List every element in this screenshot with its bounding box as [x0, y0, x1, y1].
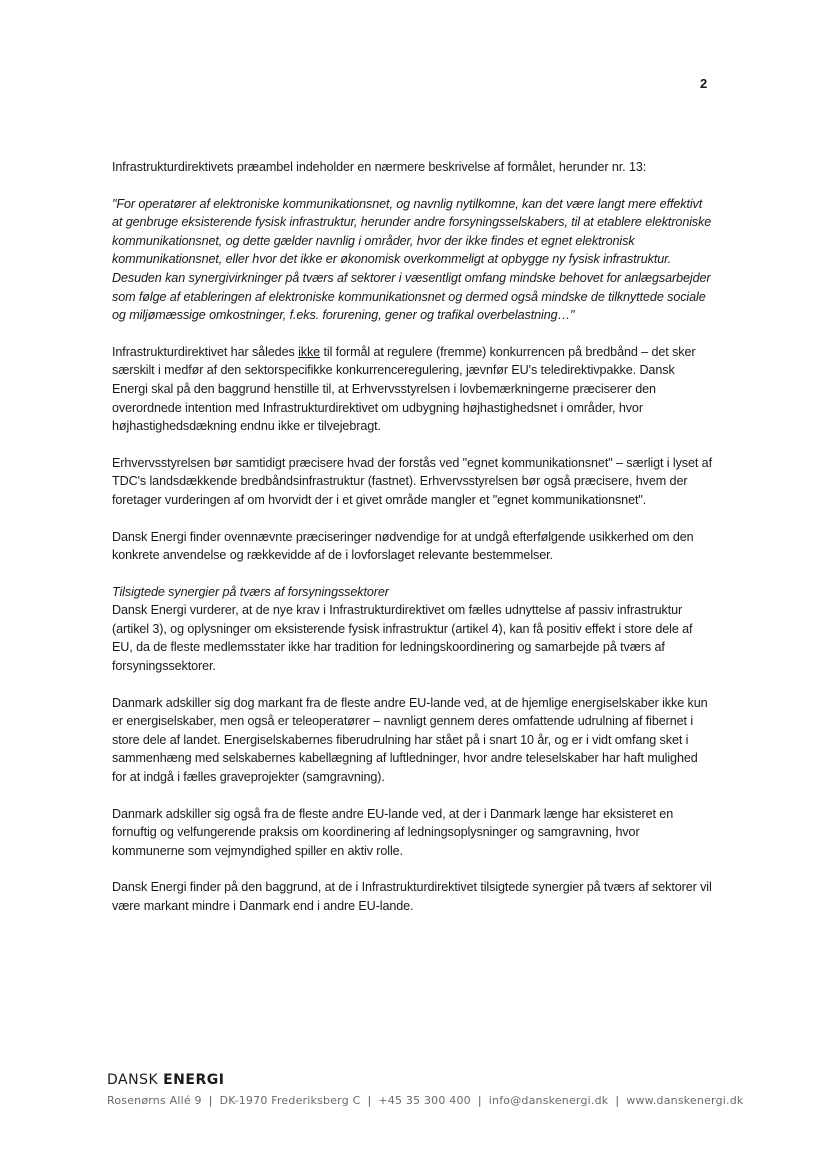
paragraph-conclusion: Dansk Energi finder på den baggrund, at de i Infrastrukturdirektivet tilsigtede synergier på tværs af sektorer vil være markant mindre i Danmark end i andre EU-lande. [112, 880, 712, 913]
page-number: 2 [700, 76, 708, 91]
footer-separator: | [367, 1094, 372, 1107]
intro-paragraph: Infrastrukturdirektivets præambel indeholder en nærmere beskrivelse af formålet, herunder nr. 13: [112, 160, 647, 174]
footer-contact-line [107, 1094, 744, 1107]
paragraph-suitable-network: Erhvervsstyrelsen bør samtidigt præcisere hvad der forstås ved "egnet kommunikationsnet" – særligt i lyset af TDC's landsdækkende bredbåndsinfrastruktur (fastnet). Erhvervsstyrelsen bør også præcisere, hvem der foretager vurderingen af om hvorvidt der i et givet område mangler et "egnet kommunikationsnet". [112, 455, 712, 507]
footer-email: info@danskenergi.dk [488, 1094, 609, 1107]
footer-address: Rosenørns Allé 9 [107, 1094, 202, 1107]
footer-separator: | [477, 1094, 482, 1107]
brand-part1: DANSK [107, 1072, 164, 1088]
paragraph-denmark-coordination: Danmark adskiller sig også fra de fleste andre EU-lande ved, at der i Danmark længe har eksisteret en fornuftig og velfungerende praksis om koordinering af ledningsoplysninger og samgravning, hvor kommunerne som vejmyndighed spiller en aktiv rolle. [112, 806, 674, 858]
brand-part2: ENERGI [163, 1072, 225, 1088]
footer-separator: | [208, 1094, 213, 1107]
paragraph-assessment: Dansk Energi vurderer, at de nye krav i Infrastrukturdirektivet om fælles udnyttelse af passiv infrastruktur (artikel 3), og oplysninger om eksisterende fysisk infrastruktur (artikel 4), kan få positiv effekt i store dele af EU, da de fleste medlemsstater ikke har tradition for ledningskoordinering og samarbejde på tværs af forsyningssektorer. [112, 603, 693, 674]
document-body [112, 158, 712, 934]
underlined-word: ikke [298, 344, 321, 359]
section-synergies [112, 583, 712, 676]
paragraph-clarifications: Dansk Energi finder ovennævnte præciseringer nødvendige for at undgå efterfølgende usikkerhed om den konkrete anvendelse og rækkevidde af de i lovforslaget relevante bestemmelser. [112, 529, 694, 563]
preamble-quote: "For operatører af elektroniske kommunikationsnet, og navnlig nytilkomne, kan det være langt mere effektivt at genbruge eksisterende fysisk infrastruktur, herunder andre forsyningsselskabers, til at etablere elektroniske kommunikationsnet, og dette gælder navnlig i områder, hvor der ikke findes et egnet elektronisk kommunikationsnet, eller hvor det ikke er økonomisk overkommeligt at opbygge ny fysisk infrastruktur. Desuden kan synergivirkninger på tværs af sektorer i væsentligt omfang mindske behovet for anlægsarbejder som følge af etableringen af elektroniske kommunikationsnet og dermed også mindske de tilknyttede sociale og miljømæssige omkostninger, f.eks. forurening, gener og trafikal overbelastning…" [112, 196, 712, 323]
paragraph-denmark-energy: Danmark adskiller sig dog markant fra de fleste andre EU-lande ved, at de hjemlige energiselskaber ikke kun er energiselskaber, men også er teleoperatører – navnligt gennem deres omfattende udrulning af fibernet i store dele af landet. Energiselskabernes fiberudrulning har stået på i snart 10 år, og er i vidt omfang sket i sammenhæng med selskabernes kabellægning af luftledninger, hvor andre teleselskaber har haft mulighed for at indgå i fælles graveprojekter (samgravning). [112, 695, 708, 785]
footer-separator: | [615, 1094, 620, 1107]
footer-city: DK-1970 Frederiksberg C [219, 1094, 361, 1107]
paragraph-purpose [112, 343, 712, 436]
section-subheading: Tilsigtede synergier på tværs af forsyningssektorer [112, 584, 389, 599]
brand-logo [107, 1072, 717, 1088]
footer-web: www.danskenergi.dk [626, 1094, 744, 1107]
footer-phone: +45 35 300 400 [378, 1094, 471, 1107]
footer [107, 1072, 744, 1107]
paragraph-purpose-end: til formål at regulere (fremme) konkurrencen på bredbånd – det sker særskilt i medfør af den sektorspecifikke konkurrenceregulering, jævnfør EU's teledirektivpakke. Dansk Energi skal på den baggrund henstille til, at Erhvervsstyrelsen i lovbemærkningerne præciserer den overordnede intention med Infrastrukturdirektivet om udbygning højhastighedsnet i områder, hvor højhastighedsdækning endnu ikke er tilvejebragt. [112, 344, 696, 434]
paragraph-purpose-start: Infrastrukturdirektivet har således [112, 344, 299, 359]
